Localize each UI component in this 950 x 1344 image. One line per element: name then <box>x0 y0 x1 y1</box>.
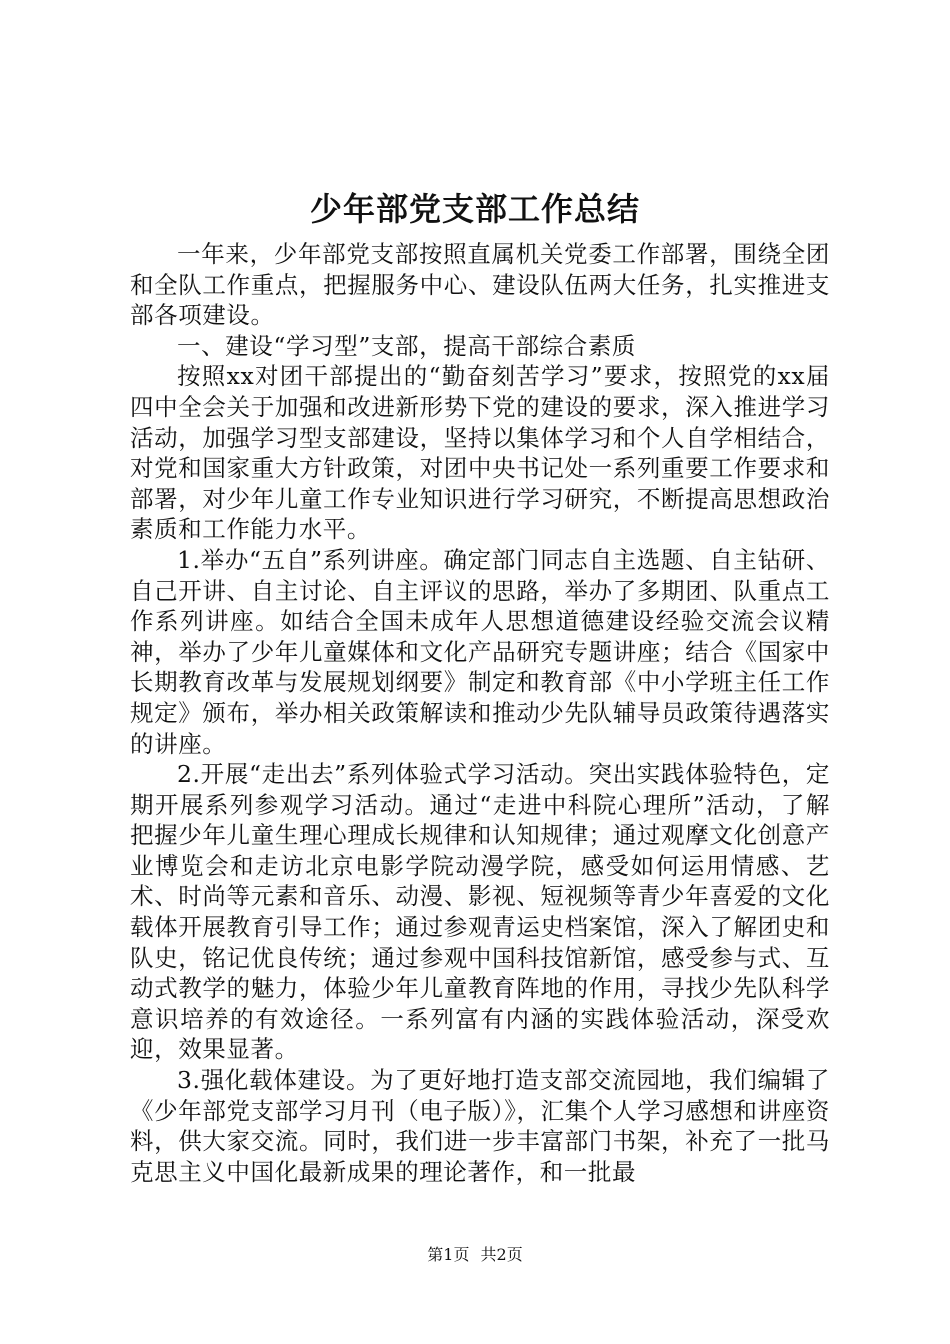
body-paragraph: 2.开展“走出去”系列体验式学习活动。突出实践体验特色，定期开展系列参观学习活动。通过“走进中科院心理所”活动，了解把握少年儿童生理心理成长规律和认知规律；通过观摩文化创意产业博览会和走访北京电影学院动漫学院，感受如何运用情感、艺术、时尚等元素和音乐、动漫、影视、短视频等青少年喜爱的文化载体开展教育引导工作；通过参观青运史档案馆，深入了解团史和队史，铭记优良传统；通过参观中国科技馆新馆，感受参与式、互动式教学的魅力，体验少年儿童教育阵地的作用，寻找少先队科学意识培养的有效途径。一系列富有内涵的实践体验活动，深受欢迎，效果显著。 <box>130 760 830 1064</box>
page-footer <box>0 1244 950 1266</box>
total-pages: 共2页 <box>480 1245 523 1264</box>
document-title: 少年部党支部工作总结 <box>309 190 640 228</box>
document-body <box>130 239 830 1187</box>
intro-paragraph: 一年来，少年部党支部按照直属机关党委工作部署，围绕全团和全队工作重点，把握服务中心、建设队伍两大任务，扎实推进支部各项建设。 <box>130 240 830 330</box>
section-heading: 一、建设“学习型”支部，提高干部综合素质 <box>177 331 637 360</box>
body-paragraph: 3.强化载体建设。为了更好地打造支部交流园地，我们编辑了《少年部党支部学习月刊（电子版）》，汇集个人学习感想和讲座资料，供大家交流。同时，我们进一步丰富部门书架，补充了一批马克思主义中国化最新成果的理论著作，和一批最 <box>130 1066 830 1186</box>
body-paragraph: 按照xx对团干部提出的“勤奋刻苦学习”要求，按照党的xx届四中全会关于加强和改进新形势下党的建设的要求，深入推进学习活动，加强学习型支部建设，坚持以集体学习和个人自学相结合，对党和国家重大方针政策，对团中央书记处一系列重要工作要求和部署，对少年儿童工作专业知识进行学习研究，不断提高思想政治素质和工作能力水平。 <box>130 362 830 544</box>
page-number: 第1页 <box>427 1245 470 1264</box>
body-paragraph: 1.举办“五自”系列讲座。确定部门同志自主选题、自主钻研、自己开讲、自主讨论、自主评议的思路，举办了多期团、队重点工作系列讲座。如结合全国未成年人思想道德建设经验交流会议精神，举办了少年儿童媒体和文化产品研究专题讲座；结合《国家中长期教育改革与发展规划纲要》制定和教育部《中小学班主任工作规定》颁布，举办相关政策解读和推动少先队辅导员政策待遇落实的讲座。 <box>130 545 830 758</box>
